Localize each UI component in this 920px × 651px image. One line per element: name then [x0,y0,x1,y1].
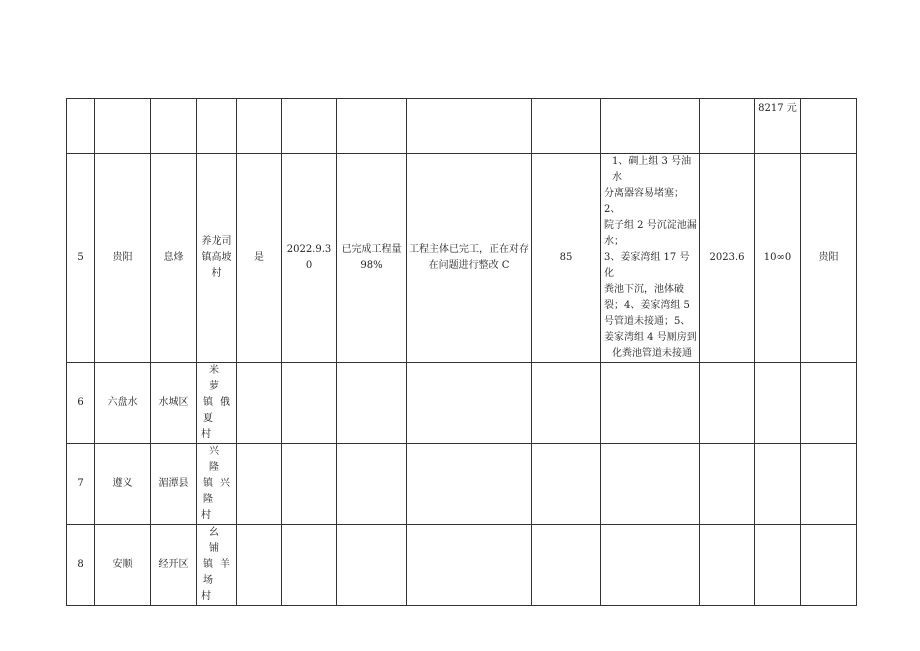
cell-city: 六盘水 [95,363,151,444]
cell-date [282,99,337,154]
cell-score [532,525,601,606]
status-line: 在问题进行整改 C [428,260,510,271]
issue-line: 姜家湾组 4 号厕房到 [604,332,697,343]
village-line: 镇 俄 夏 [203,397,230,424]
cell-date [282,444,337,525]
cell-status [407,444,532,525]
cell-amount [755,363,801,444]
issue-line: 号管道未接通；5、 [604,316,691,327]
cell-city: 安顺 [95,525,151,606]
cell-village [197,525,237,606]
cell-year: 2023.6 [700,154,755,363]
cell-progress [337,154,407,363]
progress-line: 已完成工程量 [341,244,402,255]
cell-no: 7 [67,444,95,525]
village-line: 村 [211,268,222,279]
village-line: 村 [201,429,211,440]
cell-county: 水城区 [151,363,197,444]
village-line: 镇高坡 [201,252,232,263]
cell-flag [237,99,282,154]
cell-score [532,363,601,444]
cell-owner [801,444,857,525]
cell-flag [237,363,282,444]
cell-city: 贵阳 [95,154,151,363]
cell-date [282,363,337,444]
issue-line: 1、碉上组 3 号油水 [612,156,692,183]
cell-progress [337,444,407,525]
table-row [67,525,857,606]
cell-amount [755,444,801,525]
cell-score [532,99,601,154]
village-line: 幺 铺 [209,527,219,554]
cell-status [407,99,532,154]
cell-county: 息烽 [151,154,197,363]
cell-county: 经开区 [151,525,197,606]
village-line: 镇 兴 隆 [203,478,230,505]
issue-line: 分离器容易堵塞；2、 [604,188,684,215]
cell-owner [801,363,857,444]
cell-flag [237,444,282,525]
cell-no: 8 [67,525,95,606]
progress-line: 98% [360,260,383,271]
cell-amount: 8217 元 [755,99,801,154]
cell-owner [801,525,857,606]
status-line: 工程主体已完工，正在对存 [409,244,529,255]
cell-status [407,363,532,444]
table-row [67,99,857,154]
issue-line: 化粪池管道未接通 [612,348,692,359]
cell-owner [801,99,857,154]
cell-score: 85 [532,154,601,363]
cell-year [700,363,755,444]
cell-county [151,99,197,154]
table-row [67,444,857,525]
cell-flag [237,525,282,606]
rectification-table [66,98,857,606]
cell-village [197,154,237,363]
cell-issues [601,444,700,525]
cell-status [407,525,532,606]
cell-year [700,99,755,154]
cell-issues [601,99,700,154]
cell-county: 湄潭县 [151,444,197,525]
village-line: 村 [201,510,211,521]
cell-progress [337,363,407,444]
issue-line: 粪池下沉，池体破 [604,284,684,295]
cell-issues [601,363,700,444]
issue-line: 水； [604,236,624,247]
cell-progress [337,99,407,154]
cell-city [95,99,151,154]
issue-line: 裂；4、姜家湾组 5 [604,300,690,311]
village-line: 村 [201,591,211,602]
table-row [67,154,857,363]
cell-progress [337,525,407,606]
cell-village [197,444,237,525]
cell-issues [601,154,700,363]
cell-date [282,525,337,606]
cell-owner: 贵阳 [801,154,857,363]
cell-status [407,154,532,363]
issue-line: 3、姜家湾组 17 号化 [604,252,690,279]
village-line: 养龙司 [201,236,232,247]
village-line: 镇 羊 场 [203,559,230,586]
cell-village [197,363,237,444]
cell-city: 遵义 [95,444,151,525]
cell-no: 5 [67,154,95,363]
issue-line: 院子组 2 号沉淀池漏 [604,220,697,231]
cell-amount: 10∞0 [755,154,801,363]
cell-no: 6 [67,363,95,444]
cell-score [532,444,601,525]
cell-flag: 是 [237,154,282,363]
cell-year [700,525,755,606]
cell-amount [755,525,801,606]
village-line: 兴 隆 [209,446,219,473]
cell-date: 2022.9.30 [282,154,337,363]
village-line: 米 萝 [209,365,219,392]
table-row [67,363,857,444]
cell-issues [601,525,700,606]
cell-no [67,99,95,154]
cell-year [700,444,755,525]
cell-village [197,99,237,154]
